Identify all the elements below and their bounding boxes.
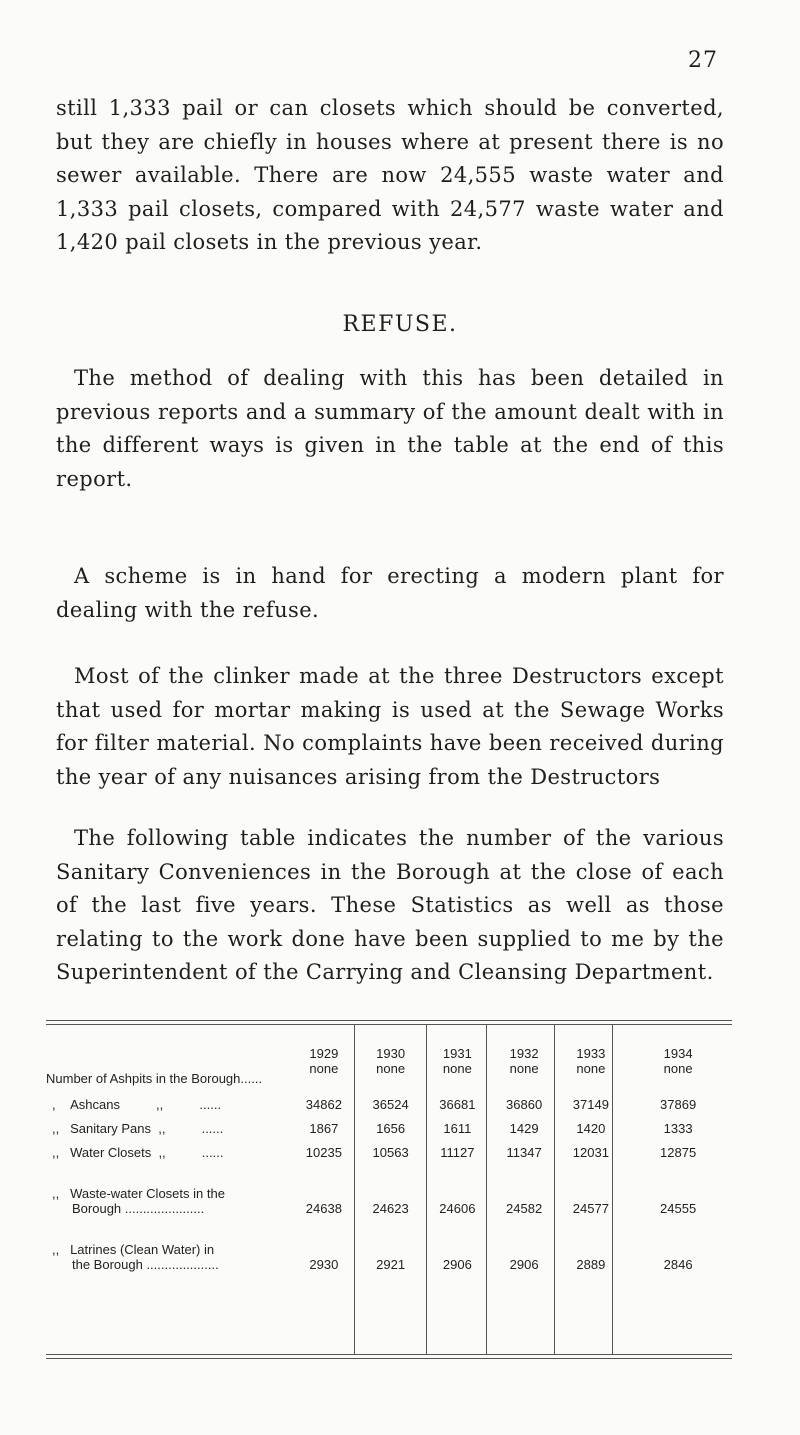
row-label xyxy=(46,1046,291,1088)
ditto-mark: ,, xyxy=(52,1186,60,1201)
table-row xyxy=(46,1046,732,1088)
table-cell: 10563 xyxy=(372,1145,409,1160)
table-cell: none xyxy=(576,1061,606,1076)
row-label xyxy=(46,1112,291,1136)
table-cell: 37869 xyxy=(660,1097,697,1112)
year-header: 1934 xyxy=(663,1046,693,1061)
table-cell: 24577 xyxy=(572,1201,609,1216)
ditto-mark: ,, xyxy=(52,1121,60,1136)
ditto-mark: , xyxy=(52,1097,56,1112)
table-cell: 2846 xyxy=(663,1257,693,1272)
table-row xyxy=(46,1136,732,1160)
table-top-rule xyxy=(46,1020,732,1021)
table-cell: 1429 xyxy=(509,1121,539,1136)
table-cell: 24638 xyxy=(305,1201,342,1216)
row-label xyxy=(46,1136,291,1160)
row-label-text: Ashcans ,, ...... xyxy=(70,1097,222,1112)
table-row xyxy=(46,1088,732,1112)
row-label xyxy=(46,1088,291,1112)
year-header: 1933 xyxy=(576,1046,606,1061)
table-cell: 10235 xyxy=(305,1145,342,1160)
ditto-mark: ,, xyxy=(52,1145,60,1160)
table-cell: 1420 xyxy=(576,1121,606,1136)
table-row xyxy=(46,1112,732,1136)
table-cell: 24623 xyxy=(372,1201,409,1216)
paragraph-closets: still 1,333 pail or can closets which should be converted, but they are chiefly in houses where at present there is no sewer available. There are now 24,555 waste water and 1,333 pail closets, compared with 24,577 waste water and 1,420 pail closets in the previous year. xyxy=(56,96,724,254)
table-cell: 36524 xyxy=(372,1097,409,1112)
data-table xyxy=(46,1046,732,1272)
row-label-text: Number of Ashpits in the Borough...... xyxy=(46,1071,263,1086)
year-header: 1930 xyxy=(376,1046,406,1061)
table-cell: 12875 xyxy=(660,1145,697,1160)
table-cell: 2906 xyxy=(509,1257,539,1272)
row-label-continuation: the Borough .................... xyxy=(72,1257,219,1272)
row-label-text: Latrines (Clean Water) in xyxy=(70,1242,215,1257)
paragraph-clinker: Most of the clinker made at the three Destructors except that used for mortar making is used at the Sewage Works for filter material. No complaints have been received during the year of any nuisances arising from the Destructors xyxy=(56,664,724,789)
table-cell: 36681 xyxy=(439,1097,476,1112)
row-label xyxy=(46,1160,291,1216)
table-cell: 11347 xyxy=(506,1145,542,1160)
table-cell: 1611 xyxy=(443,1121,472,1136)
paragraph-refuse-scheme: A scheme is in hand for erecting a modern plant for dealing with the refuse. xyxy=(56,564,724,622)
table-bottom-rule xyxy=(46,1354,732,1355)
table-cell: none xyxy=(509,1061,539,1076)
table-cell: none xyxy=(663,1061,693,1076)
table-cell: 24555 xyxy=(660,1201,697,1216)
table-bottom-rule-inner xyxy=(46,1358,732,1359)
table-row xyxy=(46,1216,732,1272)
year-header: 1931 xyxy=(442,1046,472,1061)
table-cell: 1333 xyxy=(663,1121,693,1136)
table-cell: 24582 xyxy=(506,1201,543,1216)
table-cell: none xyxy=(309,1061,339,1076)
table-cell: 11127 xyxy=(440,1145,475,1160)
row-label-text: Water Closets ,, ...... xyxy=(70,1145,224,1160)
table-cell: none xyxy=(376,1061,406,1076)
table-cell: 1656 xyxy=(376,1121,406,1136)
table-cell: none xyxy=(442,1061,472,1076)
row-label-text: Waste-water Closets in the xyxy=(70,1186,225,1201)
table-cell: 1867 xyxy=(309,1121,339,1136)
table-cell: 2930 xyxy=(309,1257,339,1272)
table-cell: 2889 xyxy=(576,1257,606,1272)
row-label-text: Sanitary Pans ,, ...... xyxy=(70,1121,224,1136)
table-row xyxy=(46,1160,732,1216)
paragraph-refuse-method: The method of dealing with this has been detailed in previous reports and a summary of the amount dealt with in the different ways is given in the table at the end of this report. xyxy=(56,366,724,491)
table-cell: 34862 xyxy=(305,1097,342,1112)
table-cell: 37149 xyxy=(572,1097,609,1112)
table-top-rule-inner xyxy=(46,1024,732,1025)
row-label xyxy=(46,1216,291,1272)
table-cell: 2906 xyxy=(442,1257,472,1272)
year-header: 1929 xyxy=(309,1046,339,1061)
section-heading-refuse: REFUSE. xyxy=(342,312,458,337)
paragraph-table-intro: The following table indicates the number of the various Sanitary Conveniences in the Borough at the close of each of the last five years. These Statistics as well as those relating to the work done have been supplied to me by the Superintendent of the Carrying and Cleansing Department. xyxy=(56,826,724,984)
year-header: 1932 xyxy=(509,1046,539,1061)
table-cell: 36860 xyxy=(506,1097,543,1112)
row-label-continuation: Borough ...................... xyxy=(72,1201,205,1216)
page-number: 27 xyxy=(688,48,718,73)
ditto-mark: ,, xyxy=(52,1242,60,1257)
table-cell: 24606 xyxy=(439,1201,476,1216)
table-cell: 2921 xyxy=(376,1257,406,1272)
table-cell: 12031 xyxy=(572,1145,609,1160)
